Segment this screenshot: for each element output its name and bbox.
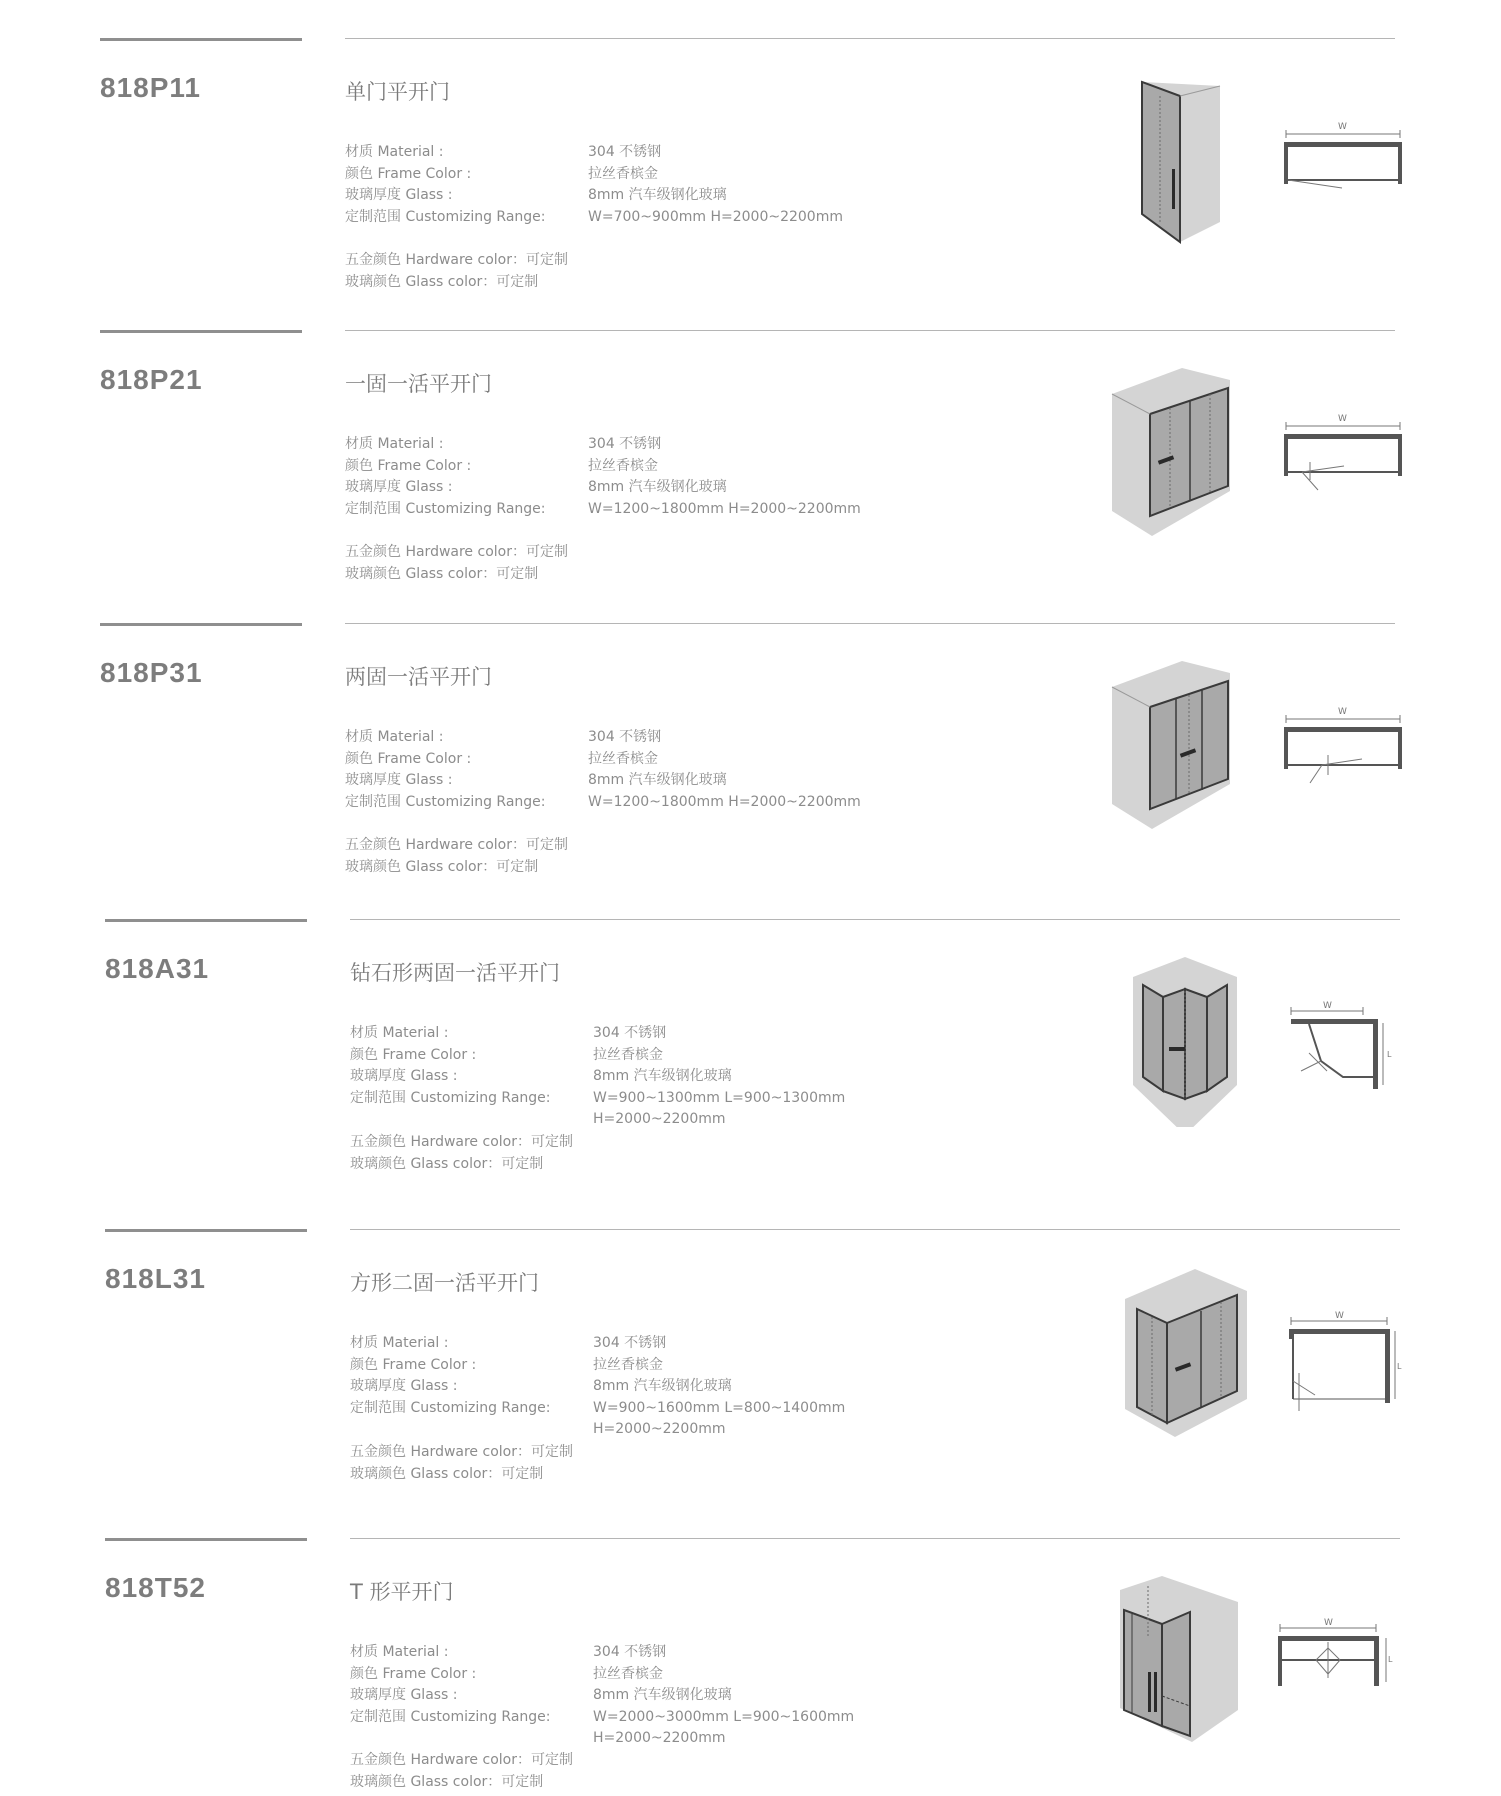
section-rule-left [105, 1229, 307, 1232]
section-rule-right [345, 330, 1395, 331]
spec-value: 8mm 汽车级钢化玻璃 [588, 479, 727, 495]
spec-value: H=2000~2200mm [593, 1111, 726, 1127]
spec-label: 材质 Material : [345, 144, 444, 160]
section-rule-left [100, 330, 302, 333]
plan-w-label: W [1338, 414, 1347, 424]
section-rule-right [350, 1229, 1400, 1230]
product-section [0, 330, 1501, 630]
shower-enclosure-isometric-icon [1110, 1576, 1250, 1746]
section-rule-right [345, 38, 1395, 39]
shower-enclosure-isometric-icon [1110, 74, 1250, 244]
spec-value: 304 不锈钢 [588, 144, 662, 160]
spec-label: 材质 Material : [350, 1644, 449, 1660]
product-title: 方形二固一活平开门 [350, 1271, 539, 1295]
plan-l-label: L [1387, 1050, 1392, 1059]
extras-list [350, 1442, 573, 1485]
plan-w-label: W [1323, 1001, 1332, 1011]
section-rule-right [350, 1538, 1400, 1539]
hardware-color-note: 五金颜色 Hardware color：可定制 [345, 544, 568, 560]
product-code: 818P11 [100, 72, 201, 103]
spec-label: 定制范围 Customizing Range: [350, 1399, 551, 1416]
section-rule-right [345, 623, 1395, 624]
product-code: 818T52 [105, 1572, 206, 1603]
shower-floor-plan-icon [1287, 1001, 1409, 1101]
spec-value: H=2000~2200mm [593, 1421, 726, 1437]
spec-value: 拉丝香槟金 [593, 1356, 663, 1373]
spec-label: 材质 Material : [350, 1335, 449, 1351]
plan-w-label: W [1324, 1618, 1333, 1628]
shower-enclosure-isometric-icon [1115, 957, 1255, 1127]
product-section [0, 919, 1501, 1219]
spec-value: 304 不锈钢 [588, 729, 662, 745]
spec-value: 304 不锈钢 [593, 1644, 667, 1660]
spec-value: 304 不锈钢 [593, 1335, 667, 1351]
shower-floor-plan-icon [1282, 408, 1404, 508]
spec-value: W=700~900mm H=2000~2200mm [588, 208, 843, 225]
spec-label: 颜色 Frame Color : [345, 165, 472, 182]
product-code: 818P21 [100, 364, 203, 395]
spec-label: 玻璃厚度 Glass : [350, 1378, 458, 1394]
glass-color-note: 玻璃颜色 Glass color：可定制 [345, 273, 539, 290]
spec-label: 玻璃厚度 Glass : [350, 1687, 458, 1703]
spec-label: 材质 Material : [350, 1025, 449, 1041]
product-section [0, 38, 1501, 338]
spec-value: 拉丝香槟金 [588, 457, 658, 474]
shower-enclosure-isometric-icon [1115, 1267, 1255, 1437]
product-title: 两固一活平开门 [345, 665, 492, 689]
plan-w-label: W [1338, 707, 1347, 717]
plan-w-label: W [1335, 1311, 1344, 1321]
product-code: 818P31 [100, 657, 203, 688]
spec-label: 定制范围 Customizing Range: [345, 793, 546, 810]
extras-list [350, 1750, 573, 1793]
spec-label: 定制范围 Customizing Range: [350, 1089, 551, 1106]
shower-floor-plan-icon [1276, 1618, 1398, 1718]
spec-value: 拉丝香槟金 [593, 1046, 663, 1063]
extras-list [350, 1132, 573, 1175]
plan-w-label: W [1338, 122, 1347, 132]
spec-label: 定制范围 Customizing Range: [345, 208, 546, 225]
spec-value: 拉丝香槟金 [593, 1665, 663, 1682]
shower-floor-plan-icon [1287, 1311, 1409, 1411]
spec-label: 材质 Material : [345, 729, 444, 745]
spec-label: 颜色 Frame Color : [350, 1665, 477, 1682]
glass-color-note: 玻璃颜色 Glass color：可定制 [350, 1773, 544, 1790]
glass-color-note: 玻璃颜色 Glass color：可定制 [345, 565, 539, 582]
product-section [0, 1538, 1501, 1796]
spec-value: 8mm 汽车级钢化玻璃 [588, 772, 727, 788]
product-title: 一固一活平开门 [345, 372, 492, 396]
spec-value: 8mm 汽车级钢化玻璃 [593, 1687, 732, 1703]
spec-label: 颜色 Frame Color : [345, 750, 472, 767]
spec-value: 8mm 汽车级钢化玻璃 [593, 1068, 732, 1084]
glass-color-note: 玻璃颜色 Glass color：可定制 [350, 1465, 544, 1482]
spec-value: 拉丝香槟金 [588, 165, 658, 182]
product-section [0, 623, 1501, 923]
section-rule-right [350, 919, 1400, 920]
product-title: 单门平开门 [345, 80, 450, 104]
spec-value: W=1200~1800mm H=2000~2200mm [588, 500, 861, 517]
spec-value: 304 不锈钢 [588, 436, 662, 452]
hardware-color-note: 五金颜色 Hardware color：可定制 [350, 1752, 573, 1768]
spec-value: W=1200~1800mm H=2000~2200mm [588, 793, 861, 810]
shower-enclosure-isometric-icon [1102, 366, 1242, 536]
extras-list [345, 835, 568, 878]
spec-value: 拉丝香槟金 [588, 750, 658, 767]
spec-label: 材质 Material : [345, 436, 444, 452]
hardware-color-note: 五金颜色 Hardware color：可定制 [350, 1134, 573, 1150]
spec-label: 颜色 Frame Color : [350, 1356, 477, 1373]
spec-value: W=900~1300mm L=900~1300mm [593, 1089, 846, 1106]
spec-value: W=900~1600mm L=800~1400mm [593, 1399, 846, 1416]
spec-label: 玻璃厚度 Glass : [345, 772, 453, 788]
hardware-color-note: 五金颜色 Hardware color：可定制 [350, 1444, 573, 1460]
spec-value: H=2000~2200mm [593, 1730, 726, 1746]
spec-label: 玻璃厚度 Glass : [345, 187, 453, 203]
spec-label: 玻璃厚度 Glass : [345, 479, 453, 495]
spec-value: W=2000~3000mm L=900~1600mm [593, 1708, 855, 1725]
hardware-color-note: 五金颜色 Hardware color：可定制 [345, 837, 568, 853]
section-rule-left [100, 623, 302, 626]
plan-l-label: L [1388, 1655, 1393, 1664]
shower-enclosure-isometric-icon [1102, 659, 1242, 829]
product-title: 钻石形两固一活平开门 [350, 961, 560, 985]
product-section [0, 1229, 1501, 1529]
product-code: 818A31 [105, 953, 210, 984]
hardware-color-note: 五金颜色 Hardware color：可定制 [345, 252, 568, 268]
extras-list [345, 542, 568, 585]
section-rule-left [100, 38, 302, 41]
shower-floor-plan-icon [1282, 701, 1404, 801]
glass-color-note: 玻璃颜色 Glass color：可定制 [345, 858, 539, 875]
spec-label: 定制范围 Customizing Range: [350, 1708, 551, 1725]
glass-color-note: 玻璃颜色 Glass color：可定制 [350, 1155, 544, 1172]
spec-value: 8mm 汽车级钢化玻璃 [593, 1378, 732, 1394]
product-title: T 形平开门 [350, 1580, 454, 1604]
spec-label: 玻璃厚度 Glass : [350, 1068, 458, 1084]
product-code: 818L31 [105, 1263, 206, 1294]
spec-value: 304 不锈钢 [593, 1025, 667, 1041]
section-rule-left [105, 919, 307, 922]
spec-value: 8mm 汽车级钢化玻璃 [588, 187, 727, 203]
extras-list [345, 250, 568, 293]
plan-l-label: L [1397, 1362, 1402, 1371]
shower-floor-plan-icon [1282, 116, 1404, 216]
section-rule-left [105, 1538, 307, 1541]
spec-label: 颜色 Frame Color : [345, 457, 472, 474]
spec-label: 定制范围 Customizing Range: [345, 500, 546, 517]
spec-label: 颜色 Frame Color : [350, 1046, 477, 1063]
